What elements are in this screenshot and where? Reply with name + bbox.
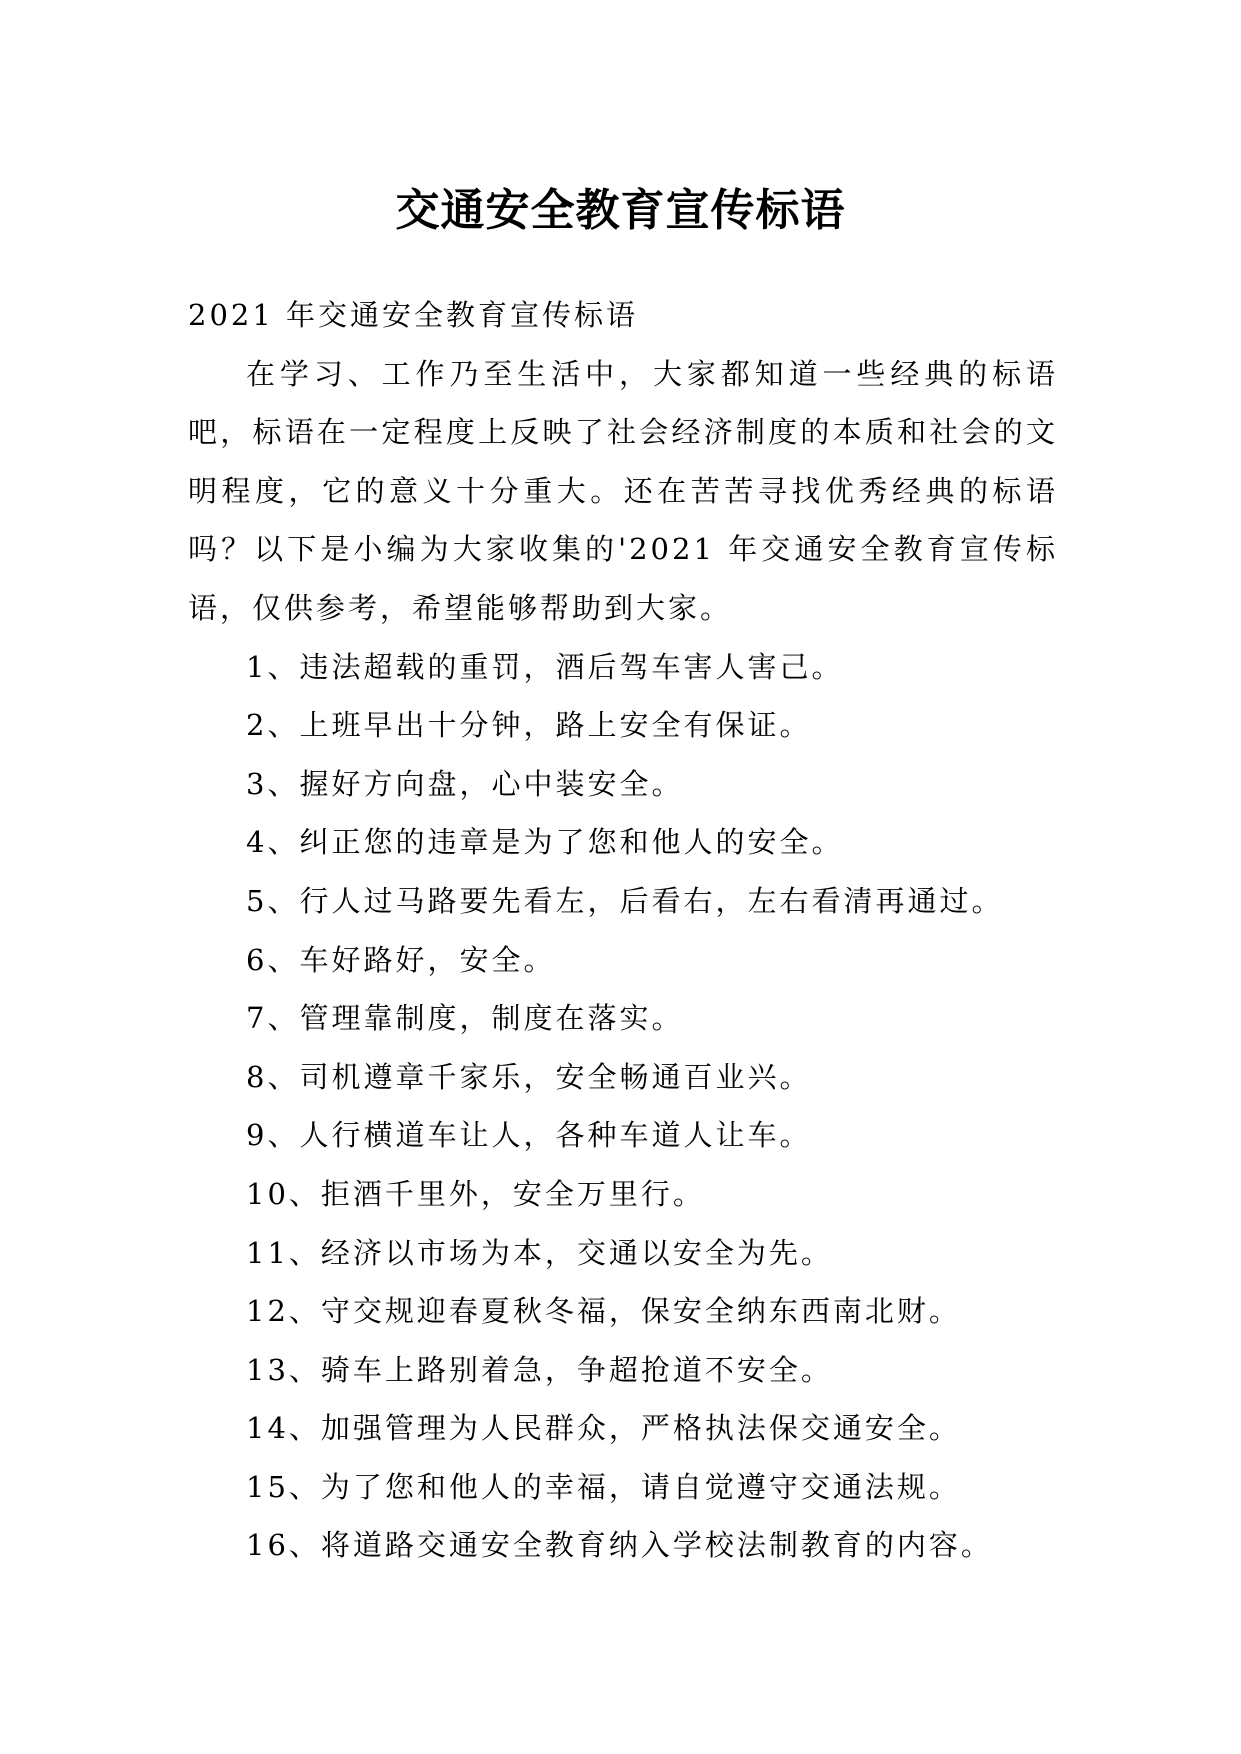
document-subtitle: 2021 年交通安全教育宣传标语 [188,298,639,332]
slogan-item: 7、管理靠制度，制度在落实。 [246,1001,684,1036]
slogan-item: 15、为了您和他人的幸福，请自觉遵守交通法规。 [246,1469,961,1504]
slogan-list [188,638,1058,1576]
intro-paragraph: 在学习、工作乃至生活中，大家都知道一些经典的标语吧，标语在一定程度上反映了社会经济制度的本质和社会的文明程度，它的意义十分重大。还在苦苦寻找优秀经典的标语吗？以下是小编为大家收集的'2021 年交通安全教育宣传标语，仅供参考，希望能够帮助到大家。 [188,356,1058,625]
slogan-item: 5、行人过马路要先看左，后看右，左右看清再通过。 [246,883,1004,918]
slogan-item: 9、人行横道车让人，各种车道人让车。 [246,1118,812,1153]
slogan-item: 13、骑车上路别着急，争超抢道不安全。 [246,1352,833,1387]
slogan-item: 2、上班早出十分钟，路上安全有保证。 [246,708,812,743]
slogan-item: 12、守交规迎春夏秋冬福，保安全纳东西南北财。 [246,1294,961,1329]
slogan-item: 11、经济以市场为本，交通以安全为先。 [246,1235,833,1270]
slogan-item: 3、握好方向盘，心中装安全。 [246,766,684,801]
document-body [188,286,1058,1575]
slogan-item: 6、车好路好，安全。 [246,942,556,977]
slogan-item: 8、司机遵章千家乐，安全畅通百业兴。 [246,1059,812,1094]
slogan-item: 16、将道路交通安全教育纳入学校法制教育的内容。 [246,1528,993,1563]
slogan-item: 14、加强管理为人民群众，严格执法保交通安全。 [246,1411,961,1446]
document-title: 交通安全教育宣传标语 [395,185,846,237]
slogan-item: 1、违法超载的重罚，酒后驾车害人害己。 [246,649,844,684]
slogan-item: 10、拒酒千里外，安全万里行。 [246,1176,705,1211]
slogan-item: 4、纠正您的违章是为了您和他人的安全。 [246,825,844,860]
